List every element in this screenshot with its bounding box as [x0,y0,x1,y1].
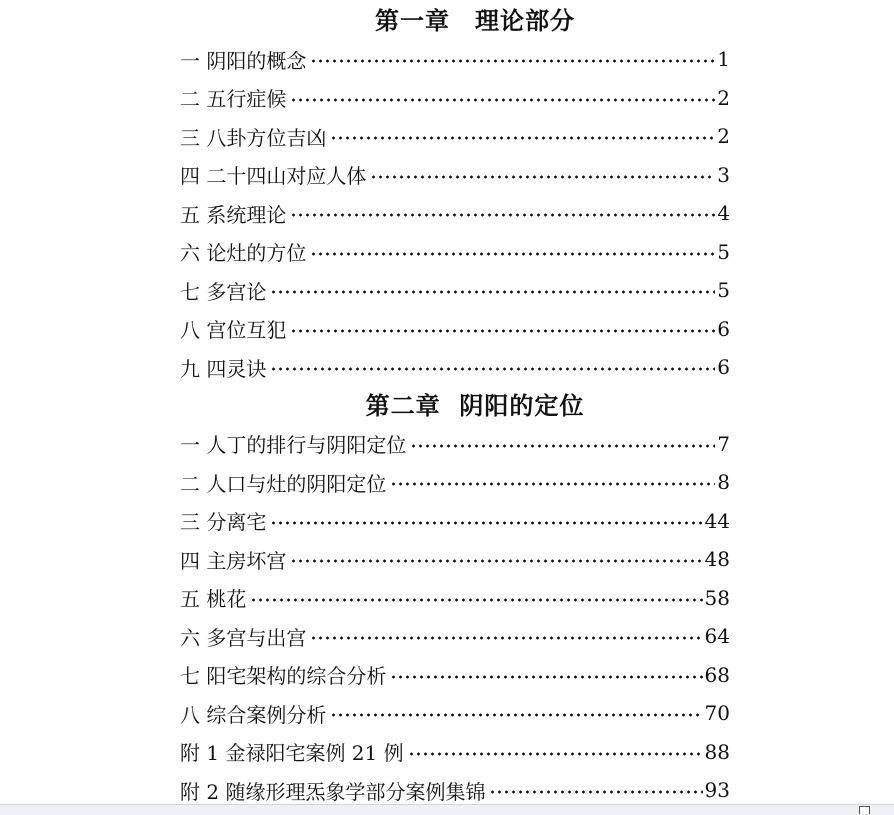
dot-leader [330,136,715,140]
toc-entry[interactable] [180,117,730,156]
toc-entry-page: 5 [717,278,730,303]
toc-entry-label: 九 四灵诀 [180,356,267,381]
dot-leader [310,59,715,63]
toc-entry-label: 二 五行症候 [180,87,287,112]
toc-entry-label: 二 人口与灶的阴阳定位 [180,471,387,496]
toc-entry[interactable] [180,233,730,272]
toc-entry-label: 五 桃花 [180,587,247,612]
toc-entry-label: 七 多宫论 [180,279,267,304]
toc-entry-page: 3 [717,162,730,187]
dot-leader [250,598,702,602]
toc-entry-page: 70 [704,701,730,726]
toc-entry[interactable] [180,733,730,772]
toc-entry[interactable] [180,79,730,118]
toc-entry[interactable] [180,540,730,579]
toc-entry-page: 64 [704,624,730,649]
toc-entry[interactable] [180,271,730,310]
dot-leader [270,521,702,525]
toc-entry-label: 一 人丁的排行与阴阳定位 [180,433,407,458]
toc-entry-page: 6 [717,355,730,380]
dot-leader [310,636,702,640]
toc-entry-page: 2 [717,124,730,149]
toc-entry[interactable] [180,348,730,387]
toc-entry-page: 7 [717,431,730,456]
toc-entry-label: 六 论灶的方位 [180,241,307,266]
dot-leader [489,790,702,794]
toc-entry-label: 六 多宫与出宫 [180,625,307,650]
dot-leader [270,290,715,294]
dot-leader [330,713,702,717]
toc-entry-page: 48 [704,547,730,572]
dot-leader [390,675,702,679]
page-icon[interactable] [859,806,870,814]
dot-leader [410,444,715,448]
toc-entry[interactable] [180,617,730,656]
dot-leader [408,752,703,756]
toc-entry[interactable] [180,425,730,464]
toc-entry-page: 88 [704,739,730,764]
toc-entry[interactable] [180,194,730,233]
toc-entry-page: 68 [704,662,730,687]
toc-entry-page: 6 [717,316,730,341]
viewer-bottom-bar [0,804,894,815]
dot-leader [370,175,715,179]
chapter-1-title: 第一章 理论部分 [375,6,575,35]
chapter-2-title: 第二章 阴阳的定位 [365,390,585,420]
toc-entry-label: 一 阴阳的概念 [180,48,307,73]
toc-entry-page: 5 [717,239,730,264]
toc-entry-label: 附 2 随缘形理炁象学部分案例集锦 [180,779,486,804]
toc-entry-page: 44 [704,508,730,533]
dot-leader [390,482,715,486]
toc-entry-page: 58 [704,585,730,610]
toc-entry-label: 七 阳宅架构的综合分析 [180,664,387,689]
toc-entry[interactable] [180,40,730,79]
dot-leader [270,367,715,371]
toc-entry[interactable] [180,656,730,695]
toc-entry[interactable] [180,502,730,541]
toc-entry-label: 四 二十四山对应人体 [180,164,367,189]
toc-entry-page: 1 [717,47,730,72]
toc-entry[interactable] [180,694,730,733]
toc-entry[interactable] [180,463,730,502]
toc-entry-page: 8 [717,470,730,495]
toc-entry-label: 八 宫位互犯 [180,318,287,343]
toc-entry-label: 四 主房坏宫 [180,548,287,573]
table-of-contents [180,2,730,810]
toc-entry-label: 附 1 金禄阳宅案例 21 例 [180,741,404,766]
toc-entry-page: 2 [717,85,730,110]
toc-entry[interactable] [180,579,730,618]
dot-leader [290,329,715,333]
toc-entry-page: 93 [704,778,730,803]
toc-entry-label: 五 系统理论 [180,202,287,227]
toc-entry-page: 4 [717,201,730,226]
toc-entry-label: 三 分离宅 [180,510,267,535]
dot-leader [290,213,715,217]
dot-leader [290,98,715,102]
dot-leader [310,252,715,256]
dot-leader [290,559,702,563]
toc-entry-label: 三 八卦方位吉凶 [180,125,327,150]
toc-entry[interactable] [180,156,730,195]
toc-entry[interactable] [180,310,730,349]
toc-entry-label: 八 综合案例分析 [180,702,327,727]
